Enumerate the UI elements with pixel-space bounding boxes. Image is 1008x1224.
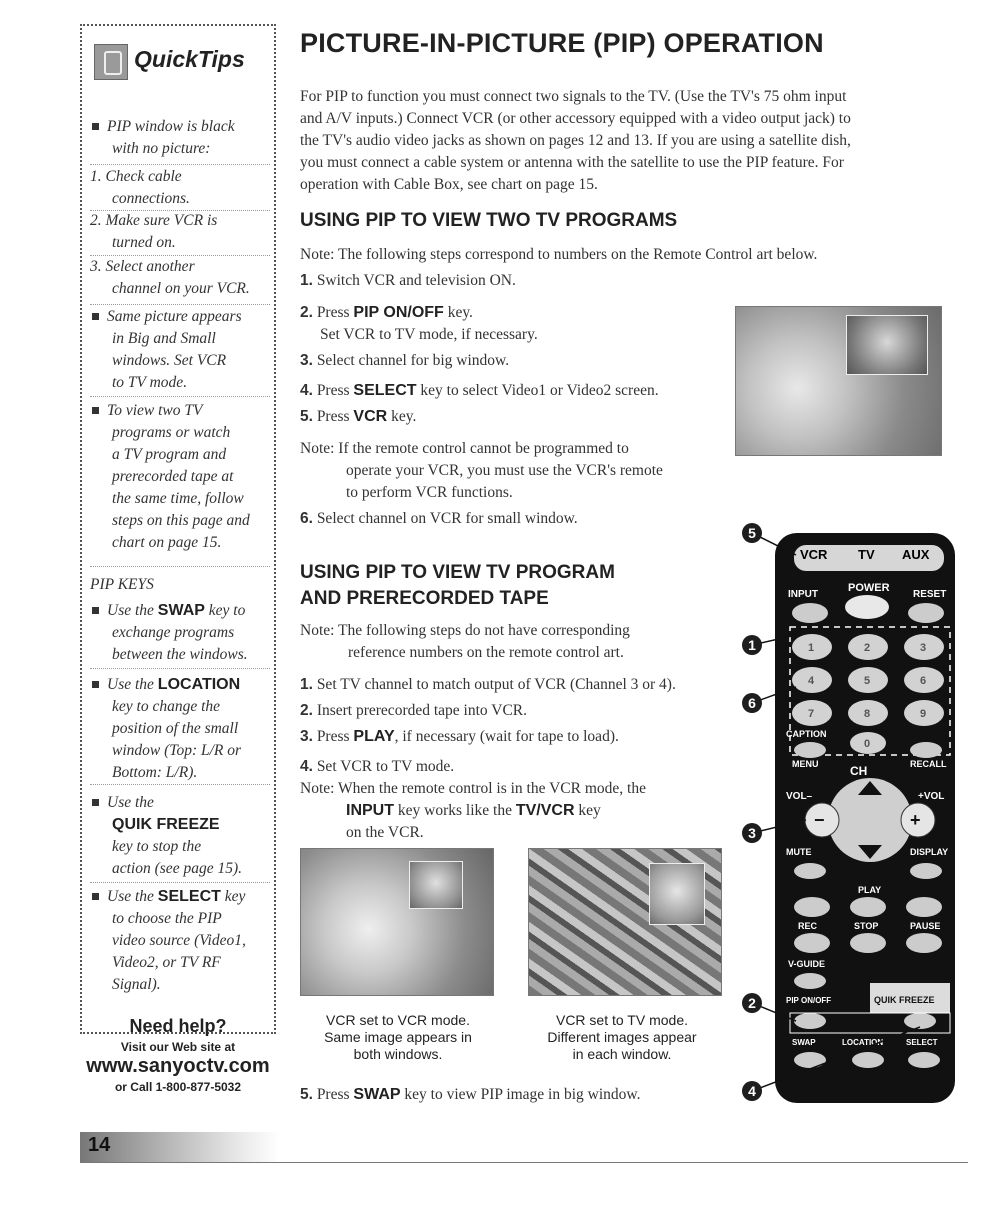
step-number: 2.: [90, 212, 102, 229]
tv-mode-caption: [522, 1012, 722, 1063]
section1-step-5: [300, 406, 416, 428]
step-number: 3.: [90, 258, 102, 275]
section2-note: [300, 620, 630, 664]
tip-step-2: [90, 210, 272, 254]
digit-1-label: 1: [808, 642, 815, 654]
recall-button[interactable]: [910, 742, 942, 758]
step-text: Switch VCR and television ON.: [316, 272, 516, 289]
swap-key-label: SWAP: [157, 602, 205, 619]
section1-step-1: [300, 270, 516, 292]
bullet-icon: [92, 123, 99, 130]
step-text: Press: [316, 304, 350, 321]
remote-rec-label: REC: [798, 921, 818, 931]
tip-step-3: [90, 256, 272, 300]
remote-pip-onoff-label: PIP ON/OFF: [786, 996, 832, 1005]
step-text: key to view PIP image in big window.: [404, 1086, 641, 1103]
section1-heading: USING PIP TO VIEW TWO TV PROGRAMS: [300, 210, 678, 231]
step-text: Press: [316, 728, 350, 745]
step-text: Select channel on VCR for small window.: [316, 510, 578, 527]
divider: [90, 396, 270, 397]
tip-text: key to stop the: [112, 838, 202, 855]
remote-input-label: INPUT: [788, 589, 818, 600]
remote-location-label: LOCATION: [842, 1038, 884, 1047]
remote-select-label: SELECT: [906, 1038, 938, 1047]
help-url-link[interactable]: www.sanyoctv.com: [86, 1055, 270, 1077]
section1-note-2: [300, 438, 663, 504]
bullet-icon: [92, 681, 99, 688]
pause-button[interactable]: [906, 933, 942, 953]
tip-select: [90, 886, 272, 996]
tip-location: [90, 674, 272, 784]
swap-key-label: SWAP: [353, 1086, 401, 1103]
tv-vcr-key-label: TV/VCR: [515, 802, 575, 819]
tip-text: key to change the: [112, 698, 221, 715]
pip-onoff-button[interactable]: [794, 1013, 826, 1029]
tip-text: prerecorded tape at: [112, 468, 234, 485]
note-line: Note: When the remote control is in the VCR mode, the: [300, 780, 646, 797]
digit-7-label: 7: [808, 708, 815, 720]
note-line: operate your VCR, you must use the VCR's remote: [346, 462, 663, 479]
help-visit: Visit our Web site at: [120, 1040, 236, 1054]
help-phone: or Call 1-800-877-5032: [114, 1080, 242, 1094]
step-text: Set TV channel to match output of VCR (Channel 3 or 4).: [316, 676, 676, 693]
digit-0-label: 0: [864, 738, 871, 750]
section1-step-4: [300, 380, 659, 402]
tip-quik-freeze: [90, 792, 272, 880]
note-line: Note: If the remote control cannot be programmed to: [300, 440, 629, 457]
rewind-button[interactable]: [794, 897, 830, 917]
tip-text: To view two TV: [107, 402, 203, 419]
tip-text: to choose the PIP: [112, 910, 222, 927]
tip-text: the same time, follow: [112, 490, 244, 507]
tip-text: chart on page 15.: [112, 534, 222, 551]
step-number: 5.: [300, 408, 313, 425]
mute-button[interactable]: [794, 863, 826, 879]
tip-text: Check cable: [105, 168, 182, 185]
plus-icon: +: [910, 810, 921, 830]
tip-text: Signal).: [112, 976, 161, 993]
step-number: 5.: [300, 1086, 313, 1103]
divider: [90, 882, 270, 883]
digit-4-label: 4: [808, 675, 815, 687]
section1-step-2: [300, 302, 473, 324]
quik-freeze-button[interactable]: [904, 1013, 936, 1029]
fast-forward-button[interactable]: [906, 897, 942, 917]
digit-3-label: 3: [920, 642, 927, 654]
tip-text: Bottom: L/R).: [112, 764, 198, 781]
help-title: Need help?: [129, 1016, 227, 1036]
tip-text: between the windows.: [112, 646, 248, 663]
tip-text: video source (Video1,: [112, 932, 246, 949]
pip-example-photo: [735, 306, 942, 456]
select-key-label: SELECT: [157, 888, 221, 905]
callout-5-badge: 5: [742, 523, 762, 543]
tip-text: Make sure VCR is: [105, 212, 218, 229]
caption-line: Same image appears in: [324, 1029, 472, 1045]
bullet-icon: [92, 799, 99, 806]
remote-aux-label: AUX: [902, 547, 930, 562]
input-button[interactable]: [792, 603, 828, 623]
page-title: PICTURE-IN-PICTURE (PIP) OPERATION: [300, 28, 824, 58]
display-button[interactable]: [910, 863, 942, 879]
divider: [90, 304, 270, 305]
remote-pause-label: PAUSE: [910, 921, 941, 931]
bullet-icon: [92, 313, 99, 320]
vcr-key-label: VCR: [353, 408, 388, 425]
reset-button[interactable]: [908, 603, 944, 623]
remote-vcr-label: VCR: [800, 547, 828, 562]
tip-text: windows. Set VCR: [112, 352, 227, 369]
callout-4-badge: 4: [742, 1081, 762, 1101]
section2-step-1: [300, 674, 676, 696]
remote-stop-label: STOP: [854, 921, 879, 931]
callout-3-badge: 3: [742, 823, 762, 843]
tip-text: Select another: [105, 258, 195, 275]
tip-text: to TV mode.: [112, 374, 188, 391]
rec-button[interactable]: [794, 933, 830, 953]
step-number: 6.: [300, 510, 313, 527]
minus-icon: −: [814, 810, 825, 830]
remote-swap-label: SWAP: [792, 1038, 816, 1047]
section1-note: Note: The following steps correspond to numbers on the Remote Control art below.: [300, 246, 818, 263]
bullet-icon: [92, 893, 99, 900]
tv-mode-photo: [528, 848, 722, 996]
section2-step-2: [300, 700, 527, 722]
note-line: key: [578, 802, 601, 819]
tip-text: Use the: [107, 794, 154, 811]
tip-text: Use the: [107, 888, 154, 905]
step-number: 1.: [300, 676, 313, 693]
page-number: 14: [88, 1134, 111, 1156]
divider: [90, 784, 270, 785]
digit-2-label: 2: [864, 642, 871, 654]
divider: [90, 566, 270, 567]
section2-note-2: [300, 778, 646, 844]
step-text: key.: [391, 408, 417, 425]
tip-step-1: [90, 166, 272, 210]
caption-line: in each window.: [572, 1046, 672, 1062]
section2-step-5: [300, 1084, 641, 1106]
tip-text: window (Top: L/R or: [112, 742, 242, 759]
section2-heading-line1: USING PIP TO VIEW TV PROGRAM: [300, 562, 615, 583]
location-key-label: LOCATION: [157, 676, 241, 693]
tip-text: key to: [208, 602, 246, 619]
digit-8-label: 8: [864, 708, 871, 720]
quick-tips-title: QuickTips: [134, 46, 245, 72]
power-button[interactable]: [845, 595, 889, 619]
section2-step-4: [300, 756, 454, 778]
help-box: [82, 1016, 274, 1094]
note-line: reference numbers on the remote control art.: [348, 644, 624, 661]
remote-recall-label: RECALL: [910, 759, 947, 769]
vguide-button[interactable]: [794, 973, 826, 989]
tip-text: programs or watch: [112, 424, 231, 441]
section2-heading-line2: AND PRERECORDED TAPE: [300, 588, 549, 609]
footer-rule: [80, 1162, 968, 1163]
tip-text: position of the small: [112, 720, 239, 737]
tip-text: with no picture:: [112, 140, 211, 157]
intro-line: you must connect a cable system or antenna with the satellite to use the PIP feature. For: [300, 154, 844, 171]
caption-line: VCR set to TV mode.: [555, 1012, 688, 1028]
play-button[interactable]: [850, 897, 886, 917]
remote-vguide-label: V-GUIDE: [788, 959, 826, 969]
step-text: Press: [316, 1086, 350, 1103]
remote-control-illustration: [730, 515, 960, 1115]
note-line: Note: The following steps do not have corresponding: [300, 622, 630, 639]
caption-line: both windows.: [353, 1046, 443, 1062]
section1-step-3: [300, 350, 509, 372]
remote-quik-freeze-label: QUIK FREEZE: [874, 995, 935, 1005]
vcr-mode-photo: [300, 848, 494, 996]
location-button[interactable]: [852, 1052, 884, 1068]
remote-reset-label: RESET: [913, 589, 947, 600]
digit-9-label: 9: [920, 708, 927, 720]
step-number: 3.: [300, 728, 313, 745]
note-line: to perform VCR functions.: [346, 484, 513, 501]
select-key-label: SELECT: [353, 382, 417, 399]
step-text: , if necessary (wait for tape to load).: [394, 728, 619, 745]
remote-power-label: POWER: [848, 582, 890, 594]
digit-6-label: 6: [920, 675, 927, 687]
tip-text: Same picture appears: [107, 308, 242, 325]
tip-text: key: [224, 888, 246, 905]
intro-line: the TV's audio video jacks as shown on pages 12 and 13. If you are using a satellite dish,: [300, 132, 851, 149]
step-text: Insert prerecorded tape into VCR.: [316, 702, 528, 719]
stop-button[interactable]: [850, 933, 886, 953]
step-text: Set VCR to TV mode.: [316, 758, 455, 775]
callout-1-badge: 1: [742, 635, 762, 655]
step-number: 4.: [300, 758, 313, 775]
remote-caption-label: CAPTION: [786, 729, 827, 739]
divider: [90, 668, 270, 669]
step-number: 2.: [300, 304, 313, 321]
quick-tips-sidebar: [80, 24, 276, 1094]
tip-text: connections.: [112, 190, 190, 207]
tip-text: Use the: [107, 602, 154, 619]
intro-line: For PIP to function you must connect two signals to the TV. (Use the TV's 75 ohm input: [300, 88, 847, 105]
bullet-icon: [92, 607, 99, 614]
step-text: Press: [316, 408, 350, 425]
tip-text: action (see page 15).: [112, 860, 242, 877]
tip-text: a TV program and: [112, 446, 227, 463]
pip-onoff-key-label: PIP ON/OFF: [353, 304, 444, 321]
quick-tips-icon: [94, 44, 128, 80]
play-key-label: PLAY: [353, 728, 395, 745]
remote-play-label: PLAY: [858, 885, 882, 895]
step-number: 3.: [300, 352, 313, 369]
tip-view-two: [90, 400, 272, 554]
remote-mute-label: MUTE: [786, 847, 812, 857]
select-button[interactable]: [908, 1052, 940, 1068]
intro-line: operation with Cable Box, see chart on page 15.: [300, 176, 598, 193]
tip-text: steps on this page and: [112, 512, 250, 529]
tip-text: Use the: [107, 676, 154, 693]
caption-line: Different images appear: [547, 1029, 697, 1045]
remote-menu-label: MENU: [792, 759, 819, 769]
pip-keys-label: PIP KEYS: [90, 576, 154, 593]
remote-display-label: DISPLAY: [910, 847, 949, 857]
step-text: Press: [316, 382, 350, 399]
caption-line: VCR set to VCR mode.: [326, 1012, 470, 1028]
tip-text: PIP window is black: [107, 118, 235, 135]
swap-button[interactable]: [794, 1052, 826, 1068]
tip-text: exchange programs: [112, 624, 235, 641]
step-text: Select channel for big window.: [316, 352, 510, 369]
callout-6-badge: 6: [742, 693, 762, 713]
step-number: 1.: [300, 272, 313, 289]
menu-button[interactable]: [794, 742, 826, 758]
tip-text: channel on your VCR.: [112, 280, 250, 297]
section1-step-6: [300, 508, 578, 530]
tip-text: turned on.: [112, 234, 176, 251]
vcr-mode-caption: [300, 1012, 496, 1063]
section1-step-2-sub: Set VCR to TV mode, if necessary.: [320, 326, 538, 343]
callout-2-badge: 2: [742, 993, 762, 1013]
quick-tips-header: [92, 44, 272, 84]
step-text: key.: [447, 304, 473, 321]
step-number: 1.: [90, 168, 102, 185]
tip-black-window: [90, 116, 272, 160]
intro-line: and A/V inputs.) Connect VCR (or other accessory equipped with a video output jack) to: [300, 110, 851, 127]
section2-step-3: [300, 726, 619, 748]
digit-5-label: 5: [864, 675, 871, 687]
step-number: 2.: [300, 702, 313, 719]
divider: [90, 164, 270, 165]
quik-freeze-key-label: QUIK FREEZE: [112, 816, 220, 833]
bullet-icon: [92, 407, 99, 414]
remote-tv-label: TV: [858, 547, 875, 562]
input-key-label: INPUT: [346, 802, 394, 819]
intro-paragraph: [300, 86, 950, 196]
step-text: key to select Video1 or Video2 screen.: [420, 382, 659, 399]
note-line: key works like the: [397, 802, 512, 819]
tip-text: Video2, or TV RF: [112, 954, 221, 971]
step-number: 4.: [300, 382, 313, 399]
tip-same-picture: [90, 306, 272, 394]
remote-vol-plus-label: +VOL: [918, 791, 945, 802]
tip-text: in Big and Small: [112, 330, 216, 347]
tip-swap: [90, 600, 272, 666]
note-line: on the VCR.: [346, 824, 424, 841]
remote-vol-minus-label: VOL–: [786, 791, 813, 802]
remote-ch-label: CH: [850, 764, 868, 778]
